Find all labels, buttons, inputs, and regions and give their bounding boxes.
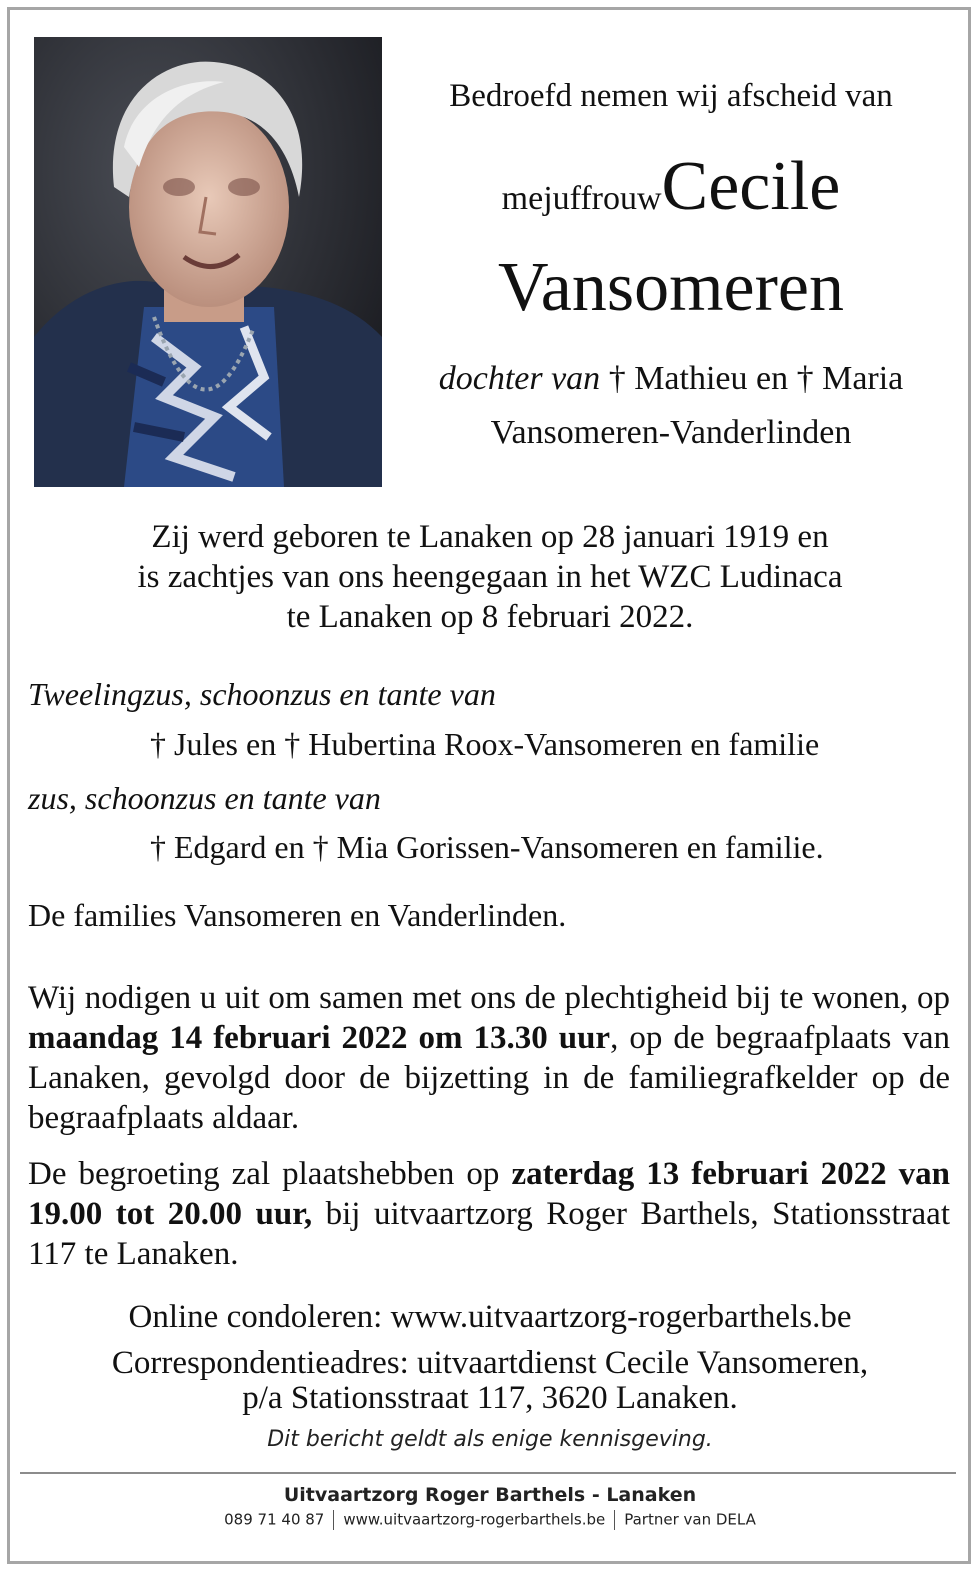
families-text: De families Vansomeren en Vanderlinden. — [28, 897, 567, 933]
portrait-photo — [34, 37, 382, 487]
deceased-first-name: Cecile — [661, 148, 841, 225]
footer-separator — [614, 1510, 615, 1530]
parents-names: † Mathieu en † Maria — [608, 360, 904, 397]
footer-divider — [20, 1472, 956, 1474]
deceased-title: mejuffrouw — [501, 180, 662, 217]
deceased-name-line — [410, 150, 932, 242]
ceremony-text-before: Wij nodigen u uit om samen met ons de plechtigheid bij te wonen, op — [28, 980, 950, 1016]
footer-website: www.uitvaartzorg-rogerbarthels.be — [343, 1510, 606, 1529]
bio-line: te Lanaken op 8 februari 2022. — [286, 599, 694, 635]
bio-line: Zij werd geboren te Lanaken op 28 januari 1919 en — [151, 519, 829, 555]
greeting-paragraph — [28, 1154, 950, 1274]
greeting-text-after: bij uitvaartzorg Roger Barthels, Stationsstraat 117 te Lanaken. — [28, 1196, 950, 1272]
portrait-illustration — [34, 37, 382, 487]
ceremony-text-after: , op de begraafplaats van Lanaken, gevolgd door de bijzetting in de familiegrafkelder op de begraafplaats aldaar. — [28, 1020, 951, 1136]
relation-names: † Jules en † Hubertina Roox-Vansomeren en familie — [150, 726, 820, 762]
online-condolence: Online condoleren: www.uitvaartzorg-rogerbarthels.be — [128, 1299, 852, 1335]
correspondence-line-1: Correspondentieadres: uitvaartdienst Cecile Vansomeren, — [111, 1345, 869, 1381]
relation-label: zus, schoonzus en tante van — [28, 780, 381, 816]
relation-names: † Edgard en † Mia Gorissen-Vansomeren en familie. — [150, 829, 824, 865]
parents-line-1 — [405, 352, 937, 406]
notice-text: Dit bericht geldt als enige kennisgeving. — [267, 1427, 713, 1452]
footer-title: Uitvaartzorg Roger Barthels - Lanaken — [283, 1484, 697, 1506]
intro-text: Bedroefd nemen wij afscheid van — [449, 78, 893, 114]
footer-info — [0, 1510, 980, 1530]
greeting-text-before: De begroeting zal plaatshebben op — [28, 1156, 512, 1192]
parents-block — [405, 352, 937, 460]
footer-partner: Partner van DELA — [624, 1510, 756, 1529]
bio-line: is zachtjes van ons heengegaan in het WZC Ludinaca — [137, 559, 843, 595]
footer-phone: 089 71 40 87 — [224, 1510, 325, 1529]
relation-label: Tweelingzus, schoonzus en tante van — [28, 676, 496, 712]
parents-line-2: Vansomeren-Vanderlinden — [490, 414, 852, 451]
parents-prefix: dochter van — [438, 360, 601, 397]
correspondence-line-2: p/a Stationsstraat 117, 3620 Lanaken. — [242, 1380, 738, 1416]
ceremony-datetime: maandag 14 februari 2022 om 13.30 uur — [28, 1020, 611, 1056]
ceremony-paragraph — [28, 978, 950, 1138]
biography — [30, 517, 950, 637]
greeting-datetime: zaterdag 13 februari 2022 van 19.00 tot 20.00 uur, — [28, 1156, 950, 1232]
deceased-last-name: Vansomeren — [497, 249, 844, 326]
footer-separator — [333, 1510, 334, 1530]
